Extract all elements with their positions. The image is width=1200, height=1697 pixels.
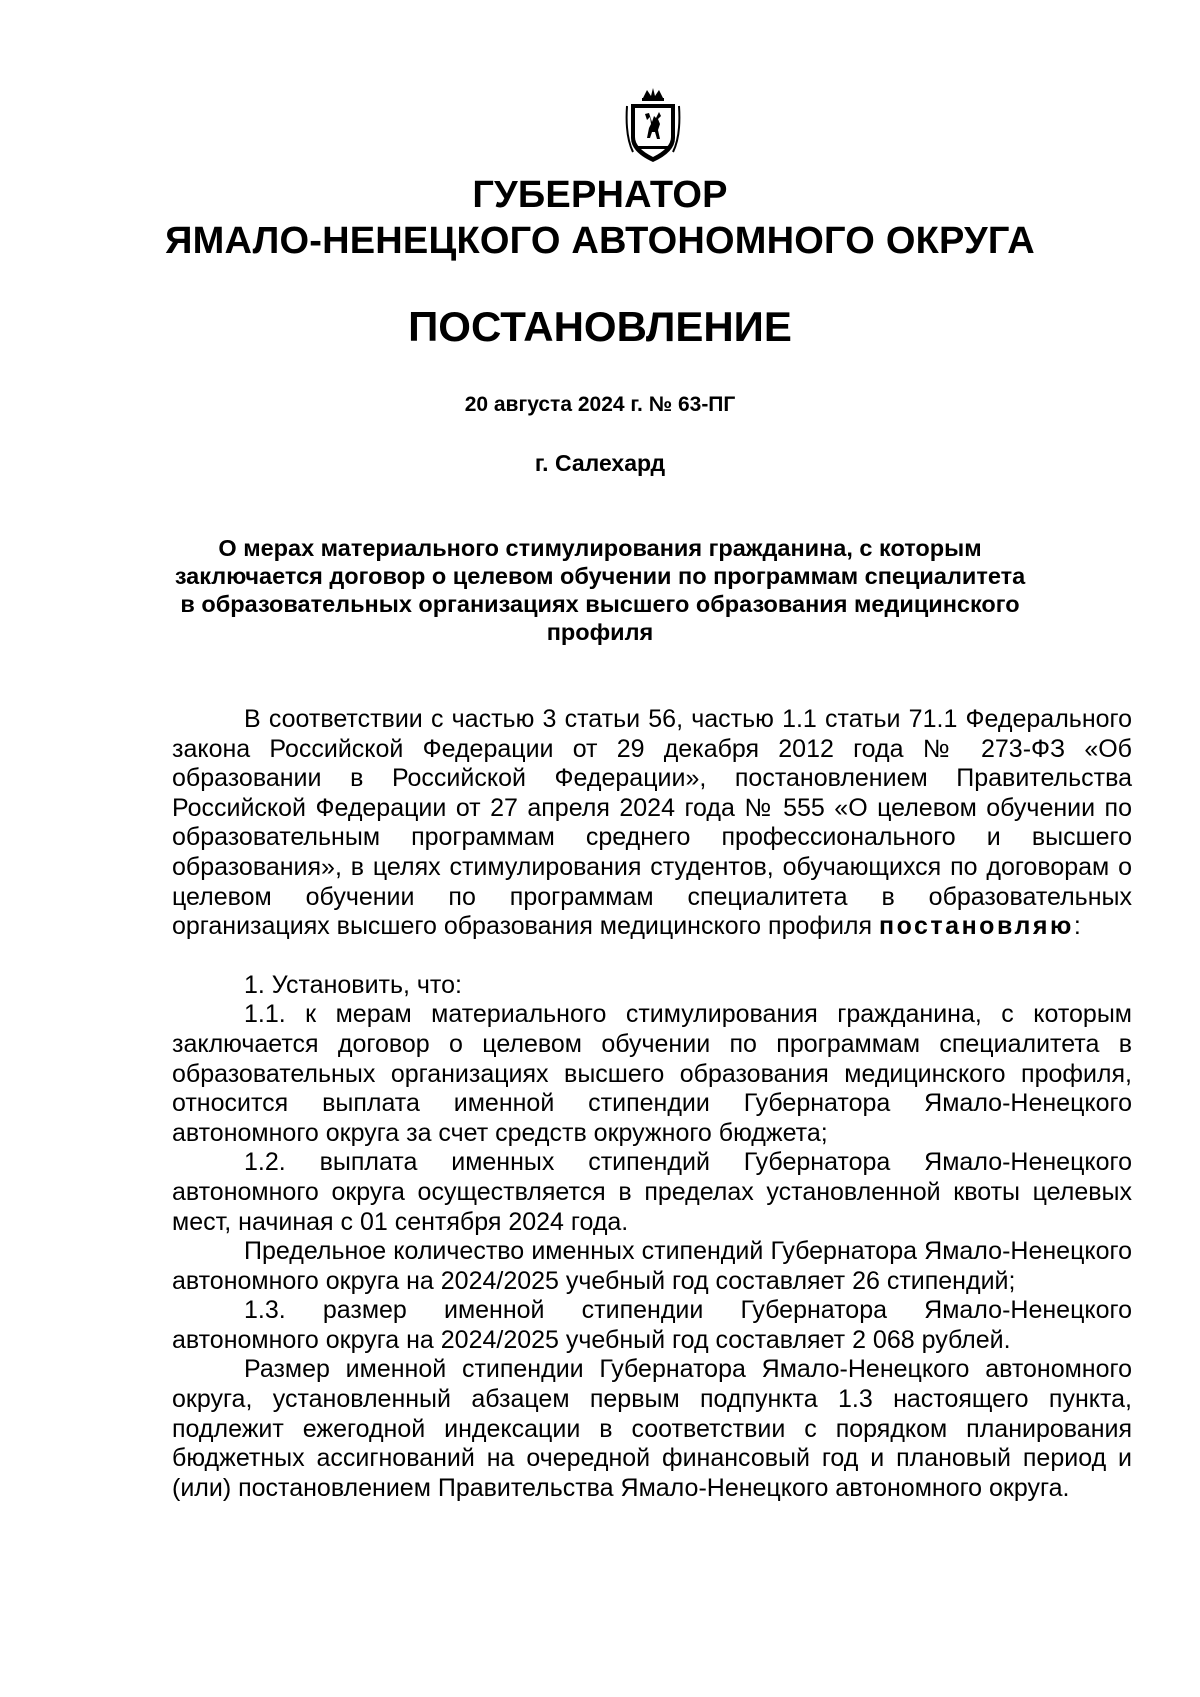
issuer-region: ЯМАЛО-НЕНЕЦКОГО АВТОНОМНОГО ОКРУГА: [165, 220, 1035, 262]
preamble-text: В соответствии с частью 3 статьи 56, частью 1.1 статьи 71.1 Федерального закона Российской Федерации от 29 декабря 2012 года № 273-ФЗ «Об образовании в Российской Федерации», постановлением Правительства Российской Федерации от 27 апреля 2024 года № 555 «О целевом обучении по образовательным программам среднего профессионального и высшего образования», в целях стимулирования студентов, обучающихся по договорам о целевом обучении по программам специалитета в образовательных организациях высшего образования медицинского профиля: [172, 705, 1132, 941]
paragraph: 1.3. размер именной стипендии Губернатора Ямало-Ненецкого автономного округа на 2024/2025 учебный год составляет 2 068 рублей.: [172, 1296, 1132, 1354]
paragraph: 1.1. к мерам материального стимулирования гражданина, с которым заключается договор о целевом обучении по программам специалитета в образовательных организациях высшего образования медицинского профиля, относится выплата именной стипендии Губернатора Ямало-Ненецкого автономного округа за счет средств окружного бюджета;: [172, 1000, 1132, 1147]
document-type: ПОСТАНОВЛЕНИЕ: [408, 303, 792, 350]
paragraph: 1.2. выплата именных стипендий Губернатора Ямало-Ненецкого автономного округа осуществляется в пределах установленной квоты целевых мест, начиная с 01 сентября 2024 года.: [172, 1148, 1132, 1236]
date-and-number: 20 августа 2024 г. № 63-ПГ: [464, 393, 736, 416]
paragraph: Предельное количество именных стипендий Губернатора Ямало-Ненецкого автономного округа на 2024/2025 учебный год составляет 26 стипендий;: [172, 1237, 1132, 1295]
document-body: [172, 705, 1132, 1503]
paragraph: 1. Установить, что:: [244, 970, 462, 999]
preamble-paragraph: [172, 705, 1132, 942]
paragraph: Размер именной стипендии Губернатора Ямало-Ненецкого автономного округа, установленный абзацем первым подпункта 1.3 настоящего пункта, подлежит ежегодной индексации в соответствии с порядком планирования бюджетных ассигнований на очередной финансовый год и плановый период и (или) постановлением Правительства Ямало-Ненецкого автономного округа.: [172, 1355, 1132, 1502]
decree-word: постановляю: [878, 912, 1074, 941]
coat-of-arms-icon: [625, 86, 681, 166]
preamble-end: :: [1073, 912, 1081, 941]
document-title: О мерах материального стимулирования гражданина, с которым заключается договор о целевом обучении по программам специалитета в образовательных организациях высшего образования медицинского профиля: [174, 535, 1026, 645]
issuer-heading: [150, 172, 1050, 264]
city: г. Салехард: [534, 450, 666, 476]
issuer-authority: ГУБЕРНАТОР: [472, 174, 728, 216]
